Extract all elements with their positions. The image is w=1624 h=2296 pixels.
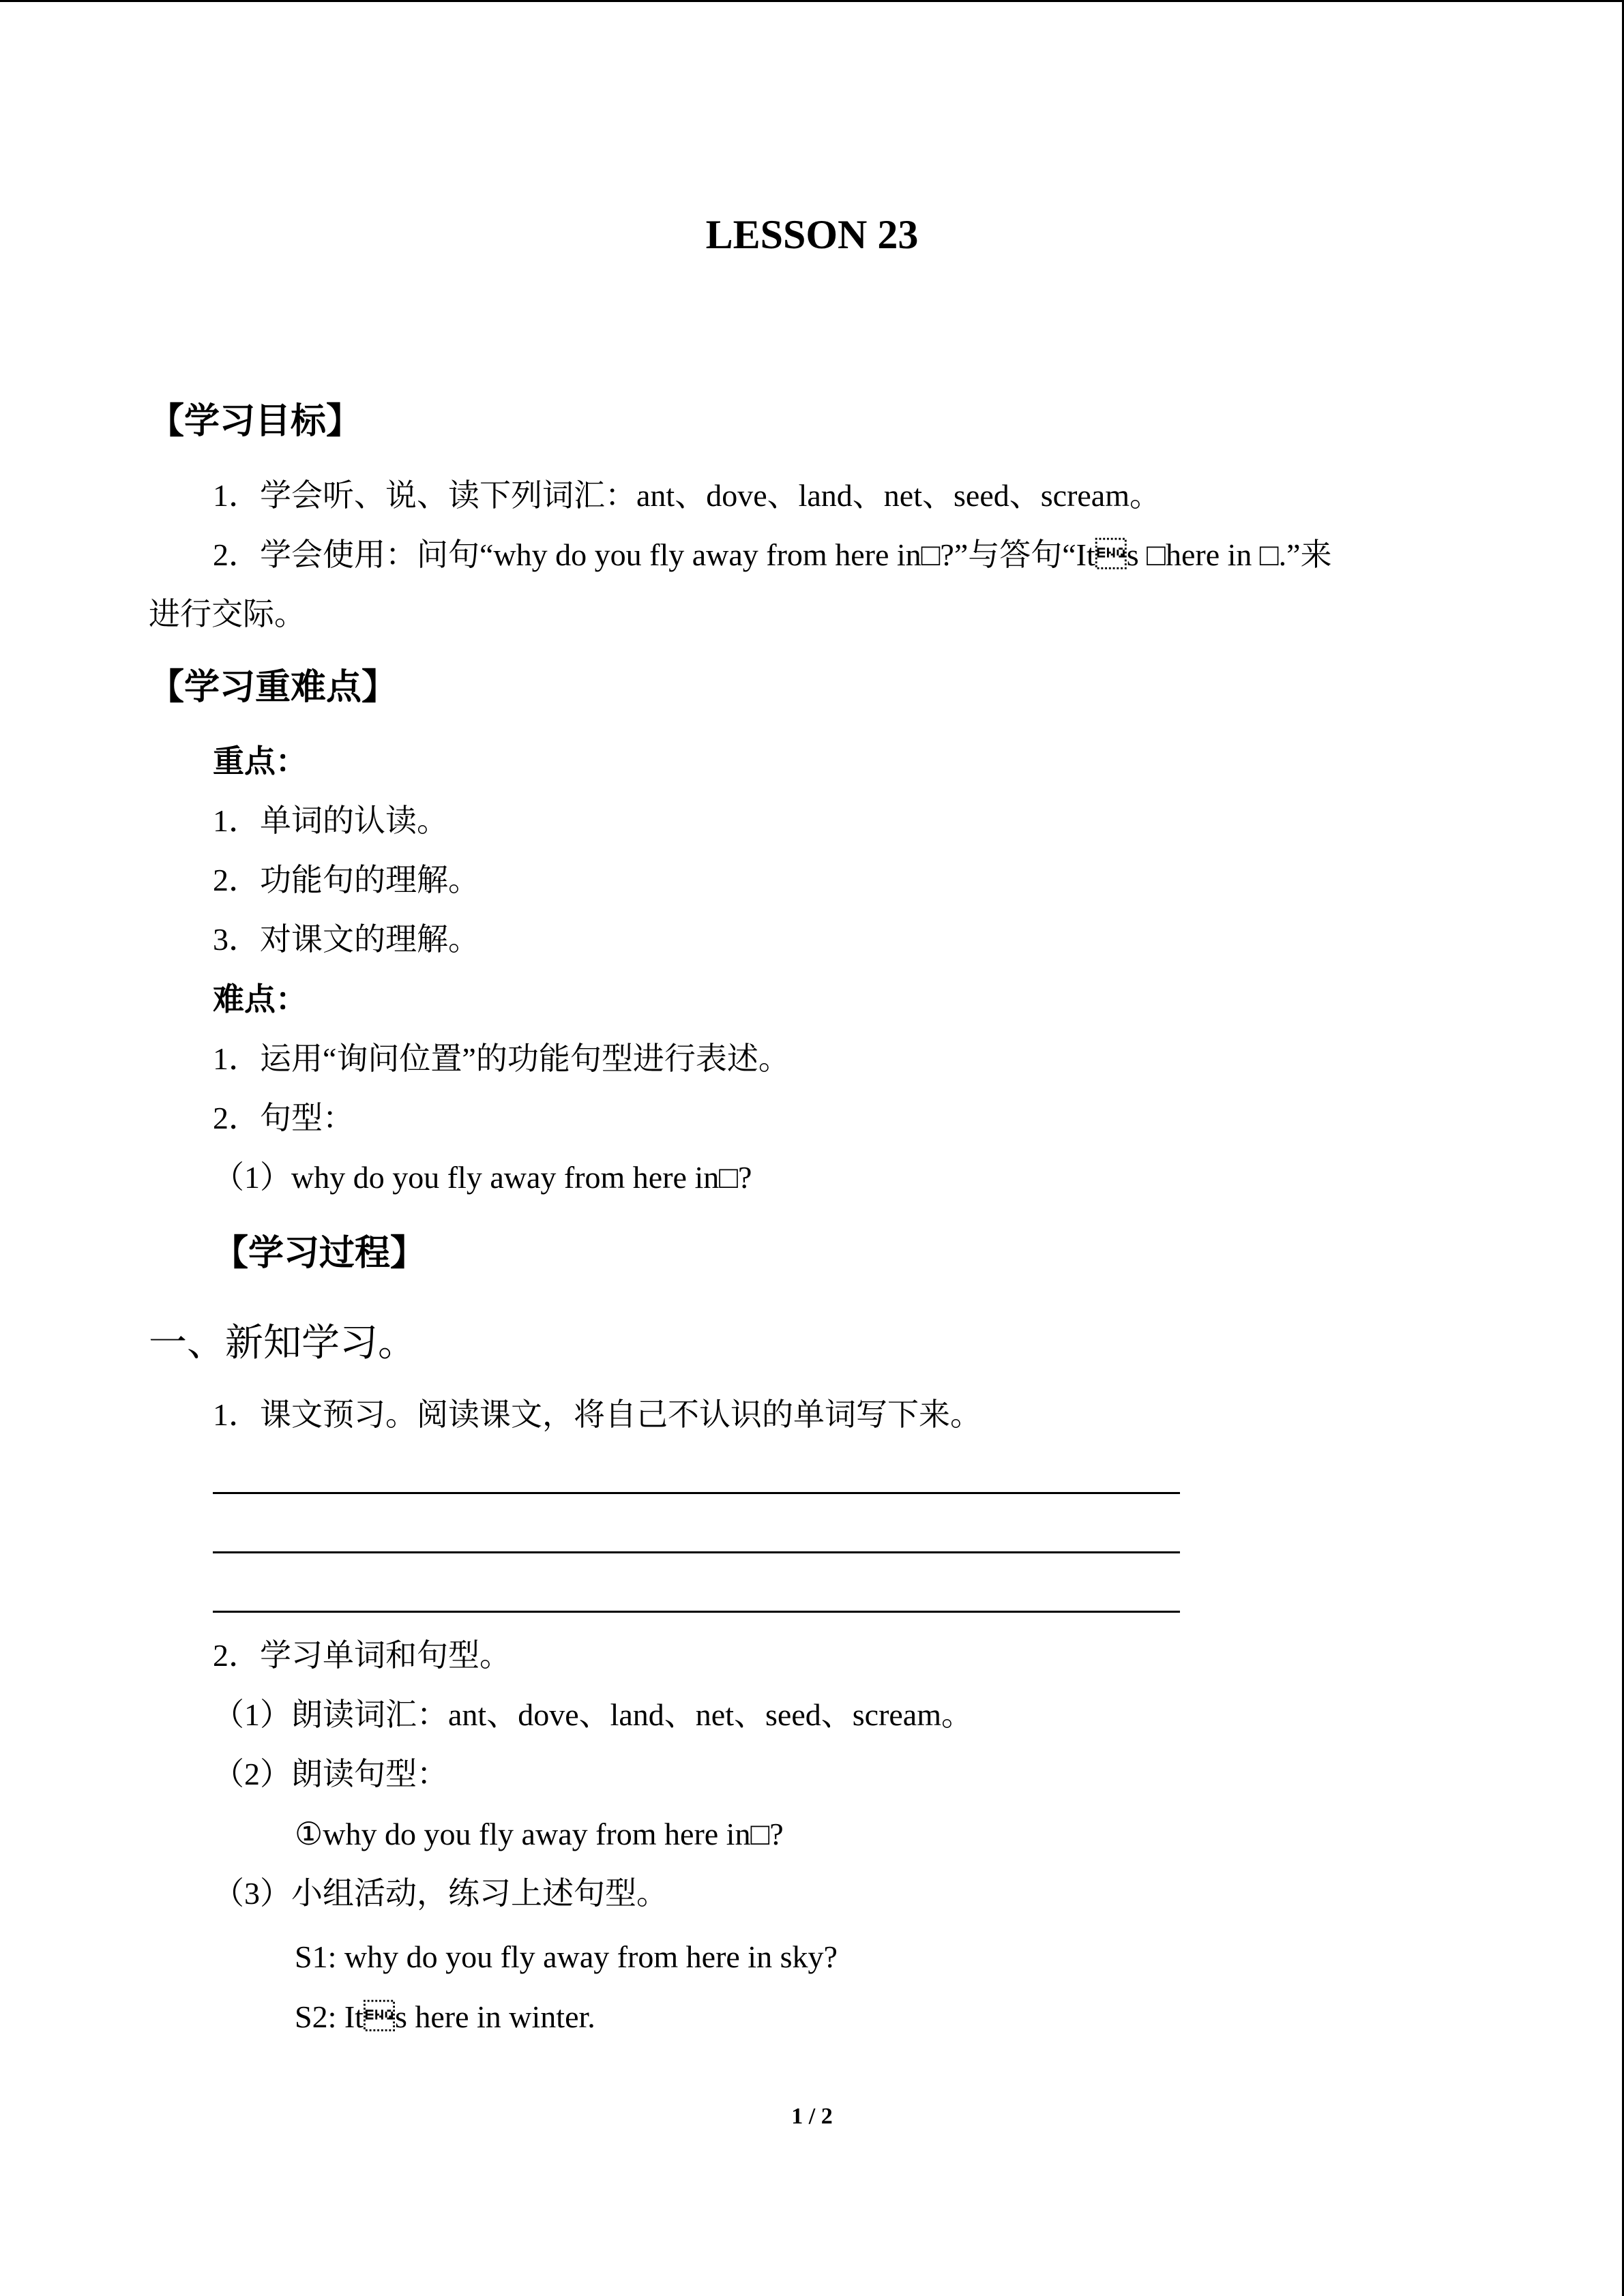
page-number: 1 / 2	[791, 2104, 833, 2129]
dialogue-line-s2: S2: Its here in winter.	[295, 1999, 595, 2034]
key-point-2: 2．功能句的理解。	[213, 863, 479, 897]
key-points-label: 重点：	[213, 744, 307, 779]
difficulty-heading: 【学习重难点】	[149, 668, 398, 707]
answer-line-2	[213, 1551, 1180, 1553]
answer-line-1	[213, 1492, 1180, 1494]
sub-step-2: （2）朗读句型：	[213, 1757, 448, 1791]
goal-item-1: 1．学会听、说、读下列词汇：ant、dove、land、net、seed、scream。	[213, 478, 1161, 513]
part-1-heading: 一、新知学习。	[149, 1322, 416, 1365]
goal-item-2-continued: 进行交际。	[149, 597, 306, 631]
process-heading: 【学习过程】	[213, 1234, 426, 1273]
page-title: LESSON 23	[705, 212, 919, 257]
difficult-points-label: 难点：	[213, 982, 307, 1017]
key-point-1: 1．单词的认读。	[213, 803, 448, 838]
step-1: 1．课文预习。阅读课文，将自己不认识的单词写下来。	[213, 1397, 981, 1432]
key-point-3: 3．对课文的理解。	[213, 922, 479, 957]
difficult-point-2: 2．句型：	[213, 1101, 354, 1135]
sub-step-3: （3）小组活动，练习上述句型。	[213, 1876, 668, 1911]
sub-step-1: （1）朗读词汇：ant、dove、land、net、seed、scream。	[213, 1697, 973, 1732]
goal-item-2: 2．学会使用：问句“why do you fly away from here in□?”与答句“Its □here in □.”来	[213, 537, 1332, 572]
page-border-top	[0, 0, 1624, 2]
sub-step-2-sentence: ①why do you fly away from here in□?	[295, 1817, 784, 1851]
step-2: 2．学习单词和句型。	[213, 1638, 511, 1673]
answer-line-3	[213, 1611, 1180, 1613]
sentence-pattern: （1）why do you fly away from here in□?	[213, 1160, 752, 1195]
goals-heading: 【学习目标】	[149, 402, 362, 441]
dialogue-line-s1: S1: why do you fly away from here in sky?	[295, 1939, 838, 1974]
difficult-point-1: 1．运用“询问位置”的功能句型进行表述。	[213, 1041, 790, 1076]
